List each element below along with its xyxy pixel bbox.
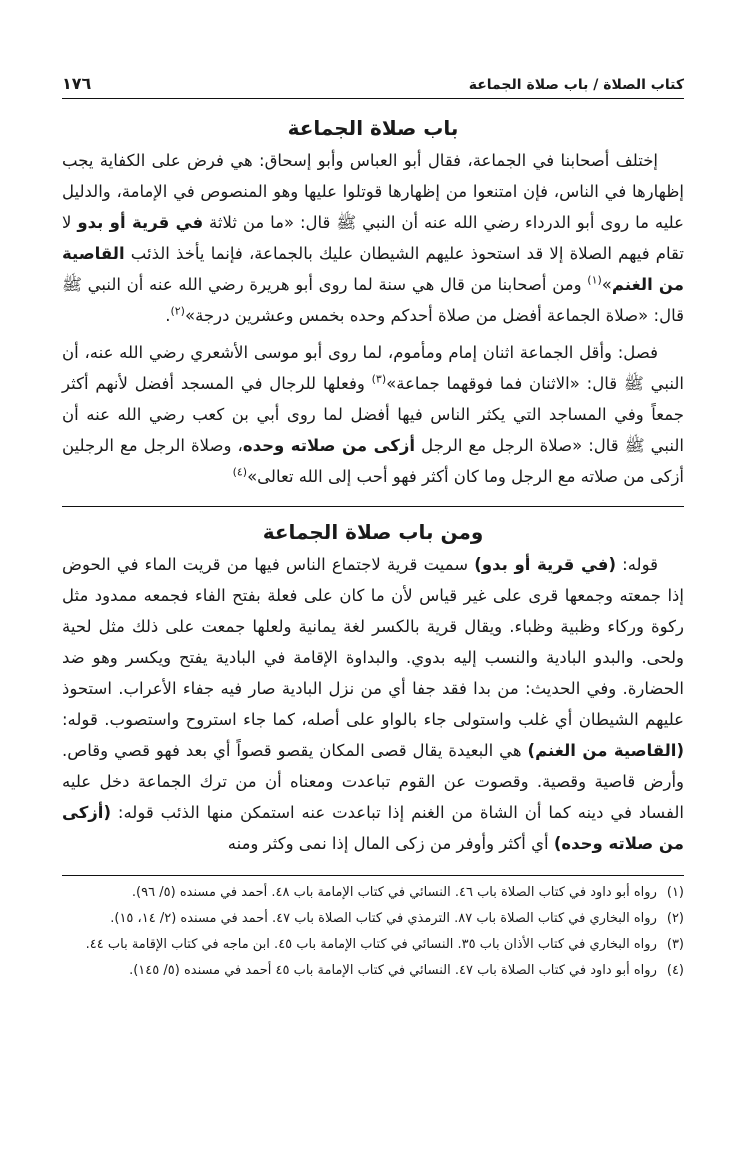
- chapter-paragraph-1: إختلف أصحابنا في الجماعة، فقال أبو العباس وأبو إسحاق: هي فرض على الكفاية يجب إظهارها في الناس، فإن امتنعوا من إظهارها قوتلوا عليها وهو المنصوص في الإمامة، والدليل عليه ما روى أبو الدرداء رضي الله عنه أن النبي ﷺ قال: «ما من ثلاثة في قرية أو بدو لا تقام فيهم الصلاة إلا قد استحوذ عليهم الشيطان عليك بالجماعة، فإنما يأخذ الذئب القاصية من الغنم»$^{(١)}$ ومن أصحابنا من قال هي سنة لما روى أبو هريرة رضي الله عنه أن النبي ﷺ قال: «صلاة الجماعة أفضل من صلاة أحدكم وحده بخمس وعشرين درجة»$^{(٢)}$.: [62, 151, 684, 325]
- chapter-title: باب صلاة الجماعة: [287, 116, 459, 140]
- footnotes: [62, 882, 684, 982]
- footnote: [62, 934, 684, 956]
- running-title: كتاب الصلاة / باب صلاة الجماعة: [468, 77, 684, 93]
- footnote: [62, 960, 684, 982]
- footnote-text: رواه البخاري في كتاب الصلاة باب ٨٧. الترمذي في كتاب الصلاة باب ٤٧. أحمد في مسنده (٢/ ١٤، ١٥).: [110, 911, 657, 926]
- footnote: [62, 882, 684, 904]
- footnote-ref-2: (٢): [170, 304, 185, 318]
- footnote-ref-4: (٤): [232, 465, 248, 479]
- commentary-paragraph: قوله: (في قرية أو بدو) سميت قرية لاجتماع الناس فيها من قريت الماء في الحوض إذا جمعته وجمعها قرى على غير قياس لأن ما كان على فعلة بفتح الفاء فجمعه ممدود مثل ركوة وركاء وظبية وظباء. ويقال قرية بالكسر لغة يمانية ولعلها جمعت على ذلك مثل لحية ولحى. والبدو البادية والنسب إليه بدوي. والبداوة الإقامة في البادية يفتح ويكسر وهو ضد الحضارة. وفي الحديث: من بدا فقد جفا أي من نزل البادية صار فيه جفاء الأعراب. استحوذ عليهم الشيطان أي غلب واستولى جاء بالواو على أصله، كما جاء استروح واستصوب. قوله: (القاصية من الغنم) هي البعيدة يقال قصى المكان يقصو قصواً أي بعد فهو قصي وقاص. وأرض قاصية وقصية. وقصوت عن القوم تباعدت ومعناه أن من ترك الجماعة دخل عليه الفساد في دينه كما أن الشاة من الغنم إذا تباعدت عنه استمكن منها الذئب قوله: (أزكى من صلاته وحده) أي أكثر وأوفر من زكى المال إذا نمى وكثر ومنه: [62, 555, 684, 853]
- footnote-ref-1: (١): [587, 273, 602, 287]
- footnote-number: (٤): [666, 963, 684, 978]
- footnote: [62, 908, 684, 930]
- footnote-text: رواه أبو داود في كتاب الصلاة باب ٤٦. النسائي في كتاب الإمامة باب ٤٨. أحمد في مسنده (٥/ ٩٦).: [131, 885, 657, 900]
- footnote-number: (٣): [666, 937, 684, 952]
- book-page: [62, 72, 684, 1132]
- running-header: [62, 72, 684, 99]
- footnote-text: رواه أبو داود في كتاب الصلاة باب ٤٧. النسائي في كتاب الإمامة باب ٤٥ أحمد في مسنده (٥/ ١٤٥).: [129, 963, 657, 978]
- page-number: ١٧٦: [62, 74, 92, 93]
- footnote-number: (١): [666, 885, 684, 900]
- chapter-paragraph-2: فصل: وأقل الجماعة اثنان إمام ومأموم، لما روى أبو موسى الأشعري رضي الله عنه، أن النبي ﷺ قال: «الاثنان فما فوقهما جماعة»$^{(٣)}$ وفعلها للرجال في المسجد أفضل لأنهم أكثر جمعاً وفي المساجد التي يكثر الناس فيها أفضل لما روى أبي بن كعب رضي الله عنه أن النبي ﷺ قال: «صلاة الرجل مع الرجل أزكى من صلاته وحده، وصلاة الرجل مع الرجلين أزكى من صلاته مع الرجل وما كان أكثر فهو أحب إلى الله تعالى»$^{(٤)}$: [62, 343, 684, 486]
- section-divider: [62, 506, 684, 507]
- footnote-number: (٢): [666, 911, 684, 926]
- commentary-title: ومن باب صلاة الجماعة: [262, 520, 484, 544]
- footnote-text: رواه البخاري في كتاب الأذان باب ٣٥. النسائي في كتاب الإمامة باب ٤٥. ابن ماجه في كتاب الإقامة باب ٤٤.: [85, 937, 657, 952]
- footnote-divider: [62, 875, 684, 876]
- footnote-ref-3: (٣): [371, 372, 387, 386]
